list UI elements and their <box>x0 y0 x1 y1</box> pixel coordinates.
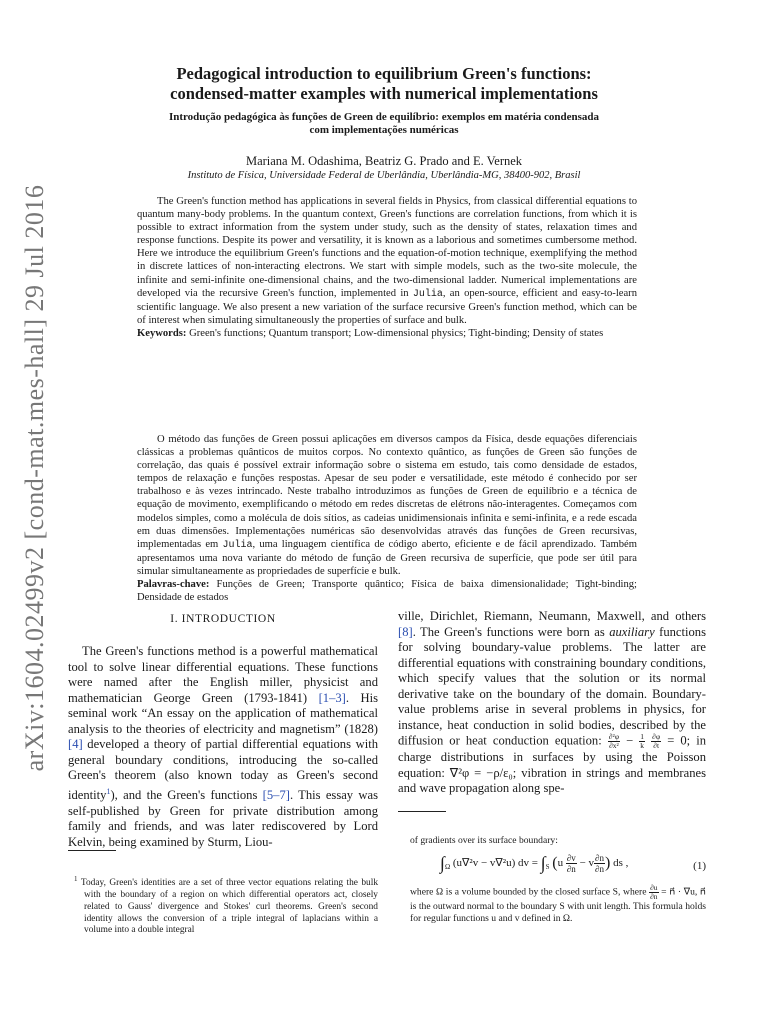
heat-eq-coef: $\frac{1}{k}$ <box>640 732 645 751</box>
normal-derivative-fraction: $\frac{\partial u}{\partial n}$ <box>650 883 658 901</box>
abstract-portuguese <box>137 433 637 604</box>
footnote-number: 1 <box>74 875 78 883</box>
keywords-label: Palavras-chave: <box>137 579 210 591</box>
citation-link[interactable]: [5–7] <box>262 788 290 803</box>
title-line-2: condensed-matter examples with numerical implementations <box>170 84 598 103</box>
subtitle-line-1: Introdução pedagógica às funções de Green de equilíbrio: exemplos em matéria condensada <box>168 111 600 123</box>
footnote-text: $^1$ Today, Green's identities are a set of three vector equations relating the bulk with the boundary of a region on which differential operators act, closely related to Gauss' divergence and Stokes' curl theorems. Green's second identity allows the conversion of a triple integral of laplacians within a volume into a double integral <box>74 875 379 936</box>
title-line-1: Pedagogical introduction to equilibrium Green's functions: <box>176 64 592 83</box>
footnote <box>68 874 378 937</box>
equation-number: (1) <box>693 860 706 872</box>
keywords-list: Green's functions; Quantum transport; Low-dimensional physics; Tight-binding; Density of states <box>189 327 604 339</box>
footnote-marker[interactable]: 1 <box>106 786 111 796</box>
keywords-english <box>137 327 637 340</box>
emphasis-auxiliary: auxiliary <box>609 624 655 639</box>
arxiv-stamp-text: arXiv:1604.02499v2 [cond-mat.mes-hall] 29 Jul 2016 <box>20 184 49 772</box>
greens-identity-equation <box>410 851 706 885</box>
keywords-portuguese <box>137 578 637 604</box>
arxiv-stamp <box>12 184 58 772</box>
citation-link[interactable]: [1–3] <box>318 690 346 705</box>
heat-eq-term1: $\frac{\text{∂²φ}}{\text{∂x²}}$ <box>608 732 620 751</box>
julia-code: Julia <box>412 288 443 300</box>
paper-title <box>120 64 648 104</box>
heat-eq-term2: $\frac{\partial\varphi}{\partial t}$ <box>652 732 661 751</box>
footnote-continued: of gradients over its surface boundary: <box>410 835 558 846</box>
intro-paragraph: The Green's functions method is a powerful mathematical tool to solve linear differential equations. These functions were named after the English miller, physicist and mathematician George Green (1793-1841) [1–3]. His seminal work “An essay on the application of mathematical analysis to the theories of electricity and magnetism” (1828) [4] developed a theory of partial differential equations with general boundary conditions, introducing the so-called Green's theorem (also known today as Green's second identity$^1$), and the Green's functions [5–7]. This essay was self-published by Green for private distribution among family and friends, and was later rediscovered by Lord Kelvin, being examined by Sturm, Liou- <box>68 644 378 849</box>
intro-left-column <box>68 644 378 850</box>
column-separator-rule <box>398 811 446 812</box>
keywords-list: Funções de Green; Transporte quântico; Física de baixa dimensionalidade; Tight-binding; Densidade de estados <box>137 579 637 604</box>
citation-link[interactable]: [4] <box>68 737 83 752</box>
equation-description: where Ω is a volume bounded by the closed surface S, where $\frac{\partial u}{\partial n}$ = n⃗ · ∇u, n⃗ is the outward normal to the boundary S with unit length. This formula holds for regular functions u and v defined in Ω. <box>410 883 707 924</box>
paper-subtitle <box>120 111 648 137</box>
equation-body: $\int_\Omega$ (u∇²v − v∇²u) dv = $\int_S$ (u $\frac{\partial v}{\partial n}$ − v $\frac{\partial n}{\partial n}$ ) ds , <box>440 853 629 874</box>
affiliation: Instituto de Física, Universidade Federal de Uberlândia, Uberlândia-MG, 38400-902, Brasil <box>187 170 581 181</box>
intro-right-column <box>398 609 706 797</box>
intro-paragraph-continued: ville, Dirichlet, Riemann, Neumann, Maxwell, and others [8]. The Green's functions were born as auxiliary functions for solving boundary-value problems. The latter are differential equations with constraining boundary conditions, which specify values that the solution or its normal derivative take on the boundary of the domain. Boundary-value problems arise in several problems in physics, for instance, heat conduction in solid bodies, described by the diffusion or heat conduction equation: $\frac{\text{∂²φ}}{\text{∂x²}}$ − $\frac{1}{k}$ $\frac{\partial\varphi}{\partial t}$ = 0; in charge distributions in surfaces by using the Poisson equation: ∇²φ = −ρ/ε₀; vibration in strings and membranes and wave propagation along spe- <box>398 609 706 796</box>
abstract-english-text: The Green's function method has applications in several fields in Physics, from classical differential equations to quantum many-body problems. In the quantum context, Green's functions are correlation functions, from which it is possible to extract information from the system under study, such as the density of states, relaxation times and response functions. Despite its power and versatility, it is known as a laborious and sometimes cumbersome method. Here we introduce the equilibrium Green's functions and the equation-of-motion technique, exemplifying the method in discrete lattices of non-interacting electrons. We start with simple models, such as the two-site molecule, the infinite and semi-infinite one-dimensional chains, and the two-dimensional ladder. Numerical implementations are developed via the recursive Green's function, implemented in Julia, an open-source, efficient and easy-to-learn scientific language. We also present a new variation of the surface recursive Green's function method, which can be of interest when simulating simultaneously the properties of surface and bulk. <box>137 196 637 326</box>
julia-code: Julia <box>222 539 253 551</box>
footnote-rule <box>68 850 116 851</box>
subtitle-line-2: com implementações numéricas <box>309 124 459 136</box>
section-heading: I. INTRODUCTION <box>170 613 276 625</box>
abstract-portuguese-text: O método das funções de Green possui aplicações em diversos campos da Física, desde equações diferenciais clássicas a problemas quânticos de muitos corpos. No contexto quântico, as funções de Green são funções de correlação, das quais é possível extrair informação sobre o sistema em estudo, tais como densidade de estados, tempos de relaxação e funções respostas. Apesar de seu poder e versatilidade, este método é conhecido por ser trabalhoso e às vezes intrincado. Neste trabalho introduzimos as funções de Green de equilíbrio e a técnica de equação de movimento, exemplificando o método em redes discretas de elétrons não-interagentes. Começamos com modelos simples, como a molécula de dois sítios, as cadeias unidimensionais infinita e semi-infinita, e a rede escada em duas dimensões. Implementações numéricas são desenvolvidas através das funções de Green recursivas, implementadas em Julia, uma linguagem científica de código aberto, eficiente e de fácil aprendizado. Também apresentamos uma nova variante do método de função de Green recursiva de superfície, que pode ser útil para simular simultaneamente as propriedades de superfície e bulk. <box>137 434 637 577</box>
keywords-label: Keywords: <box>137 327 187 339</box>
authors: Mariana M. Odashima, Beatriz G. Prado and E. Vernek <box>245 154 523 168</box>
citation-link[interactable]: [8] <box>398 624 413 639</box>
abstract-english <box>137 195 637 340</box>
